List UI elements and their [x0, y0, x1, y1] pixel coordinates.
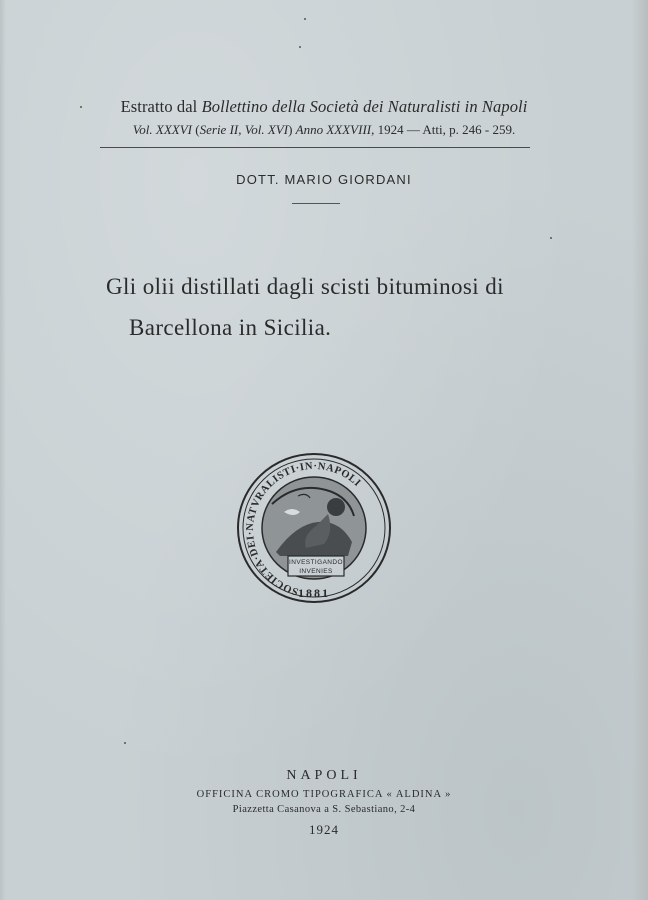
seal-ring-text: SOCIETA·DEI·NATVRALISTI·IN·NAPOLI	[244, 460, 363, 597]
details: 1924 — Atti, p. 246 - 259.	[377, 122, 516, 137]
seal-motto-line-2: INVENIES	[299, 568, 333, 575]
imprint-address: Piazzetta Casanova a S. Sebastiano, 2-4	[232, 804, 416, 815]
journal-name: Bollettino della Società dei Naturalisti in Napoli	[201, 97, 528, 116]
header-rule	[100, 147, 530, 148]
imprint	[0, 767, 648, 840]
seal-motto-line-1: INVESTIGANDO	[289, 559, 343, 566]
paper-speck	[304, 18, 306, 20]
author-rule	[292, 203, 340, 204]
extract-line-2: Vol. XXXVI (Serie II, Vol. XVI) Anno XXXVIII, 1924 — Atti, p. 246 - 259.	[132, 122, 516, 137]
paper-speck	[299, 46, 301, 48]
seal-year: 1881	[298, 586, 330, 600]
seal-emblem	[236, 452, 392, 604]
extract-prefix: Estratto dal	[120, 97, 198, 116]
title-line-1: Gli olii distillati dagli scisti bituminosi di	[106, 274, 504, 299]
imprint-printer: OFFICINA CROMO TIPOGRAFICA « ALDINA »	[196, 789, 452, 800]
extract-line-1	[0, 96, 648, 118]
paper-speck	[124, 742, 126, 744]
society-seal	[236, 452, 392, 604]
volume: Vol. XXXVI	[132, 122, 193, 137]
imprint-city: NAPOLI	[286, 768, 362, 783]
author: DOTT. MARIO GIORDANI	[236, 172, 412, 187]
serie: Serie II, Vol. XVI	[199, 122, 289, 137]
paper-speck	[550, 237, 552, 239]
anno: Anno XXXVIII,	[295, 122, 375, 137]
extract-header	[0, 96, 648, 140]
imprint-year: 1924	[309, 822, 339, 837]
title-line-2: Barcellona in Sicilia.	[129, 315, 332, 340]
